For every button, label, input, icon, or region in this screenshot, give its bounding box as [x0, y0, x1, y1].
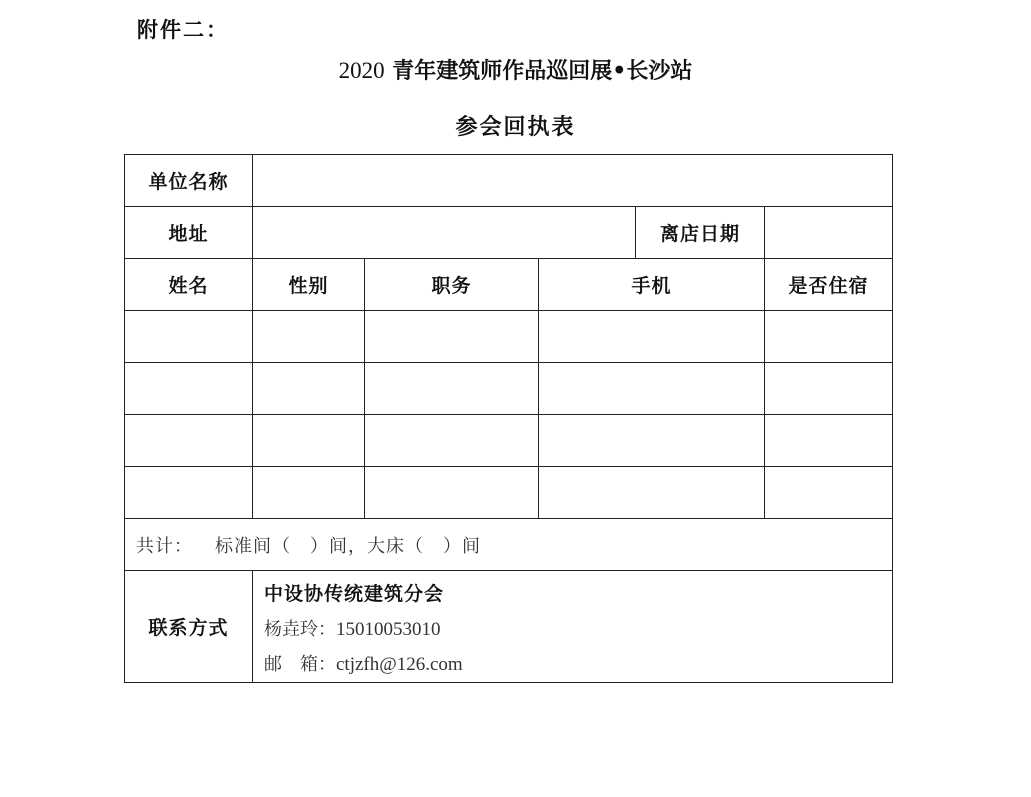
name-cell[interactable]: [125, 311, 253, 363]
attendee-row: [125, 363, 893, 415]
mobile-cell[interactable]: [539, 363, 765, 415]
total-cell[interactable]: [125, 519, 893, 571]
address-label: 地址: [125, 207, 253, 259]
lodging-cell[interactable]: [765, 363, 893, 415]
contact-label: 联系方式: [125, 571, 253, 683]
rsvp-form-table: [124, 154, 893, 683]
page-subtitle: 参会回执表: [455, 114, 576, 140]
lodging-cell[interactable]: [765, 467, 893, 519]
title-text: 青年建筑师作品巡回展•长沙站: [384, 58, 693, 84]
name-cell[interactable]: [125, 415, 253, 467]
big-bed-text: 大床（ ）间: [367, 535, 481, 557]
col-header-name: 姓名: [125, 259, 253, 311]
departure-date-field[interactable]: [765, 207, 893, 259]
contact-info: [253, 571, 893, 683]
gender-cell[interactable]: [253, 363, 365, 415]
position-cell[interactable]: [365, 467, 539, 519]
contact-email-line: [264, 647, 892, 682]
contact-email[interactable]: ctjzfh@126.com: [336, 654, 463, 675]
attachment-label: 附件二：: [137, 17, 229, 42]
attendee-row: [125, 415, 893, 467]
position-cell[interactable]: [365, 363, 539, 415]
address-field[interactable]: [253, 207, 636, 259]
mobile-cell[interactable]: [539, 467, 765, 519]
total-row: [125, 519, 893, 571]
gender-cell[interactable]: [253, 467, 365, 519]
gender-cell[interactable]: [253, 311, 365, 363]
col-header-mobile: 手机: [539, 259, 765, 311]
unit-row: [125, 155, 893, 207]
contact-row: [125, 571, 893, 683]
name-cell[interactable]: [125, 467, 253, 519]
lodging-cell[interactable]: [765, 311, 893, 363]
contact-phone: 15010053010: [336, 619, 441, 640]
contact-person-label: 杨垚玲：: [264, 619, 336, 640]
col-header-lodging: 是否住宿: [765, 259, 893, 311]
contact-email-label: 邮 箱：: [264, 654, 336, 675]
col-header-position: 职务: [365, 259, 539, 311]
standard-room-text: 标准间（ ）间，: [215, 535, 367, 557]
departure-date-label: 离店日期: [636, 207, 765, 259]
page-title: [0, 54, 1031, 85]
gender-cell[interactable]: [253, 415, 365, 467]
attendee-row: [125, 467, 893, 519]
unit-name-label: 单位名称: [125, 155, 253, 207]
position-cell[interactable]: [365, 311, 539, 363]
mobile-cell[interactable]: [539, 311, 765, 363]
lodging-cell[interactable]: [765, 415, 893, 467]
position-cell[interactable]: [365, 415, 539, 467]
contact-org: 中设协传统建筑分会: [264, 583, 445, 605]
total-label: 共计：: [136, 535, 193, 557]
address-row: [125, 207, 893, 259]
title-year: 2020: [338, 58, 385, 83]
contact-person: [264, 612, 892, 647]
attendee-row: [125, 311, 893, 363]
name-cell[interactable]: [125, 363, 253, 415]
col-header-gender: 性别: [253, 259, 365, 311]
unit-name-field[interactable]: [253, 155, 893, 207]
mobile-cell[interactable]: [539, 415, 765, 467]
header-row: [125, 259, 893, 311]
